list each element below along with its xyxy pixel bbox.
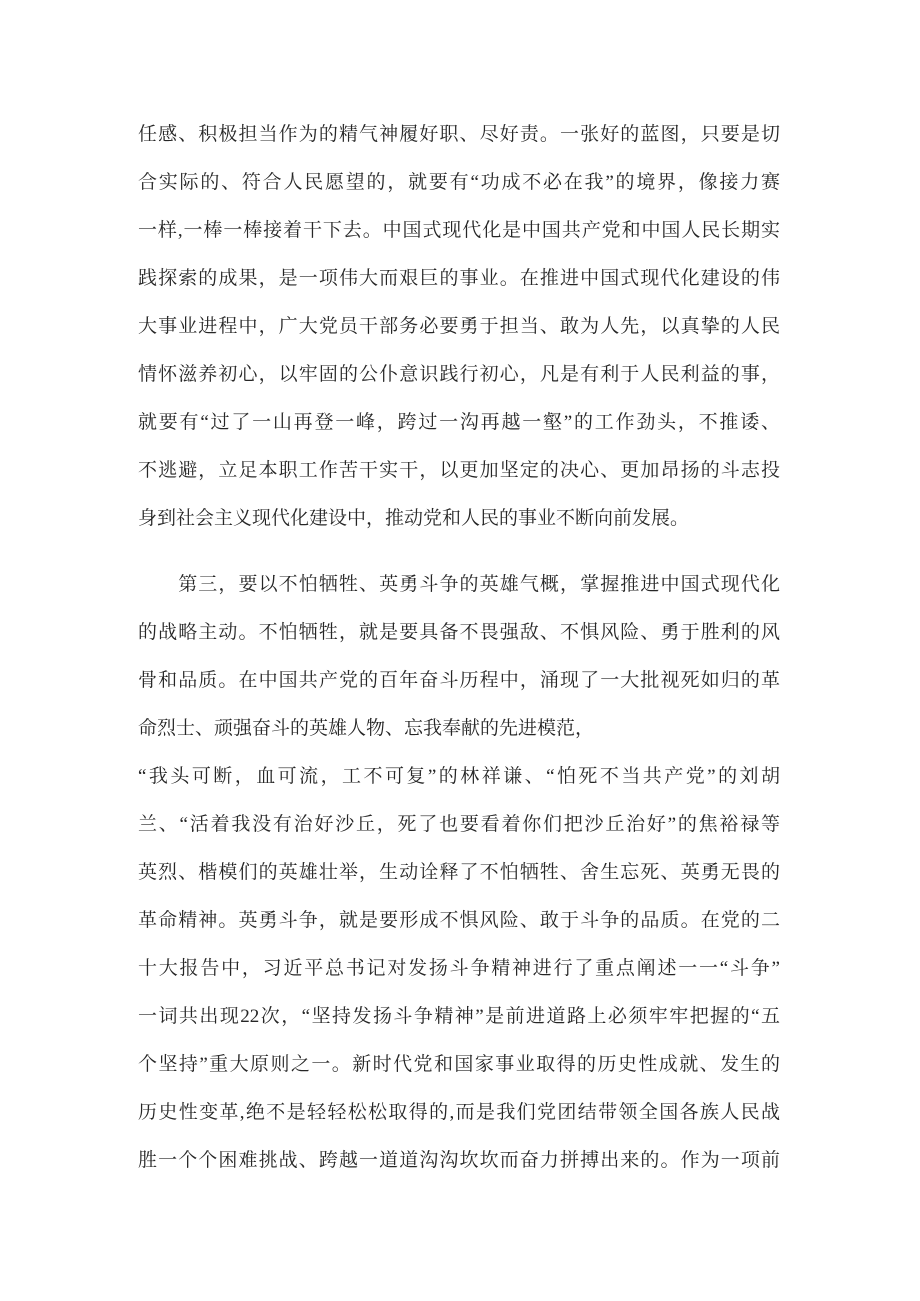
paragraph [138,753,780,1185]
paragraph [138,561,780,753]
document-body [138,111,780,1185]
text-line: 革命精神。英勇斗争，就是要形成不惧风险、敢于斗争的品质。在党的二 [138,910,780,931]
text-line: 一样,一棒一棒接着干下去。中国式现代化是中国共产党和中国人民长期实 [138,220,780,241]
text-line: 不逃避，立足本职工作苦干实干，以更加坚定的决心、更加昂扬的斗志投 [138,460,780,481]
text-line: 英烈、楷模们的英雄壮举，生动诠释了不怕牺牲、舍生忘死、英勇无畏的 [138,862,780,883]
text-line: 胜一个个困难挑战、跨越一道道沟沟坎坎而奋力拼搏出来的。作为一项前 [138,1150,780,1171]
text-line: 骨和品质。在中国共产党的百年奋斗历程中，涌现了一大批视死如归的革 [138,670,780,691]
text-line: 身到社会主义现代化建设中，推动党和人民的事业不断向前发展。 [138,508,690,529]
text-line: 就要有“过了一山再登一峰，跨过一沟再越一壑”的工作劲头，不推诿、 [138,412,780,433]
text-line: 情怀滋养初心，以牢固的公仆意识践行初心，凡是有利于人民利益的事， [138,364,780,385]
text-line: 的战略主动。不怕牺牲，就是要具备不畏强敌、不惧风险、勇于胜利的风 [138,622,780,643]
text-line: 兰、“活着我没有治好沙丘，死了也要看着你们把沙丘治好”的焦裕禄等 [138,814,780,835]
text-line: 一词共出现22次，“坚持发扬斗争精神”是前进道路上必须牢牢把握的“五 [138,1006,780,1027]
text-line: 十大报告中，习近平总书记对发扬斗争精神进行了重点阐述一一“斗争” [138,958,780,979]
text-line: 践探索的成果，是一项伟大而艰巨的事业。在推进中国式现代化建设的伟 [138,268,780,289]
text-line: 命烈士、顽强奋斗的英雄人物、忘我奉献的先进模范， [138,718,595,739]
text-line: 历史性变革,绝不是轻轻松松取得的,而是我们党团结带领全国各族人民战 [138,1102,780,1123]
paragraph [138,111,780,543]
text-line: 第三，要以不怕牺牲、英勇斗争的英雄气概，掌握推进中国式现代化 [138,574,780,595]
text-line: 大事业进程中，广大党员干部务必要勇于担当、敢为人先，以真挚的人民 [138,316,780,337]
text-line: “我头可断，血可流，工不可复”的林祥谦、“怕死不当共产党”的刘胡 [138,766,780,787]
text-line: 合实际的、符合人民愿望的，就要有“功成不必在我”的境界，像接力赛 [138,172,780,193]
text-line: 个坚持”重大原则之一。新时代党和国家事业取得的历史性成就、发生的 [138,1054,780,1075]
text-line: 任感、积极担当作为的精气神履好职、尽好责。一张好的蓝图，只要是切 [138,124,780,145]
